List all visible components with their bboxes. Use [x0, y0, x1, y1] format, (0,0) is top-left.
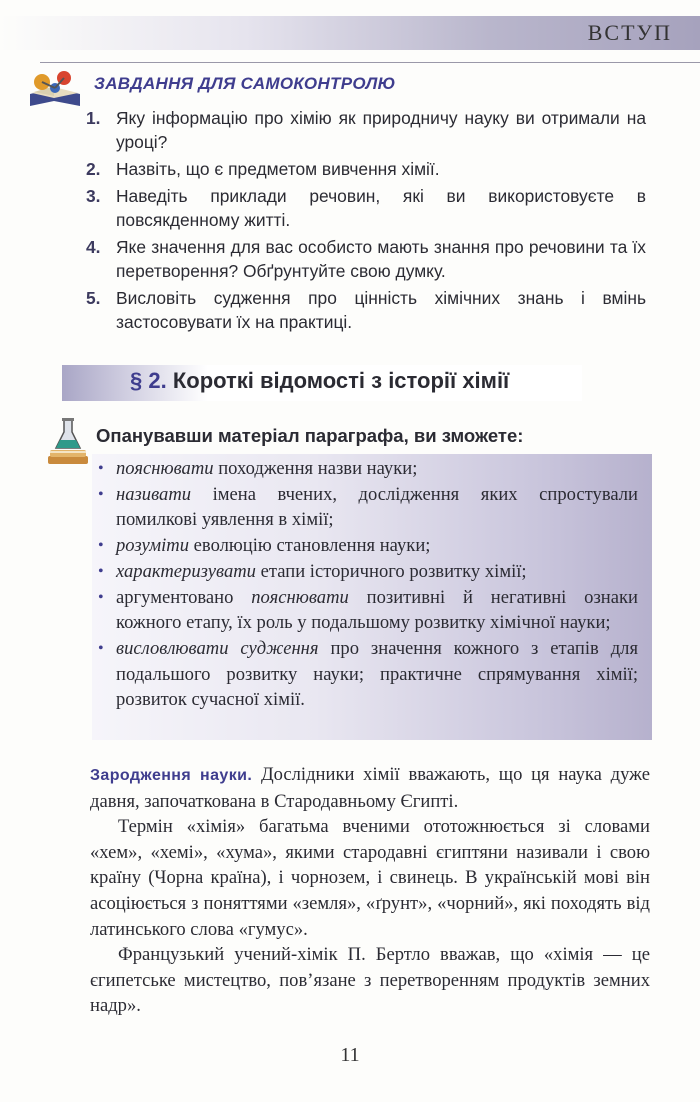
goal-item: • аргументовано пояснювати позитивні й негативні ознаки кожного етапу, їх роль у подальшому розвитку хімічної науки; — [96, 585, 638, 636]
task-item — [86, 286, 646, 334]
task-number: 5. — [86, 288, 101, 308]
task-text: Яку інформацію про хімію як природничу науку ви отримали на уроці? — [116, 108, 646, 152]
task-item — [86, 235, 646, 283]
self-check-task-list — [86, 106, 646, 337]
goal-item: • пояснювати походження назви науки; — [96, 456, 638, 482]
task-item — [86, 106, 646, 154]
goal-verb: пояснювати — [251, 586, 349, 608]
paragraph-lead: Зародження науки. — [90, 767, 253, 784]
goal-verb: характеризувати — [116, 560, 256, 582]
header-divider — [40, 62, 700, 63]
page-number: 11 — [340, 1044, 360, 1066]
task-text: Наведіть приклади речовин, які ви використовуєте в повсякденному житті. — [116, 186, 646, 230]
task-text: Висловіть судження про цінність хімічних знань і вмінь застосовувати їх на практиці. — [116, 288, 646, 332]
task-number: 4. — [86, 237, 101, 257]
goal-verb: пояснювати — [116, 458, 214, 479]
paragraph: Термін «хімія» багатьма вченими ототожнюється зі словами «хем», «хемі», «хума», якими стародавні єгиптяни називали і свою країну (Чорна країна), і чорнозем, і свинець. В українській мові він асоціюється з поняттями «земля», «ґрунт», «чорний», які походять від латинського слова «гумус». — [90, 816, 650, 940]
goal-item: • характеризувати етапи історичного розвитку хімії; — [96, 559, 638, 585]
paragraph: Французький учений-хімік П. Бертло вважав, що «хімія — це єгипетське мистецтво, пов’язане з перетворенням продуктів земних надр». — [90, 944, 650, 1017]
section-title: Короткі відомості з історії хімії — [172, 368, 510, 393]
self-check-title: ЗАВДАННЯ ДЛЯ САМОКОНТРОЛЮ — [94, 74, 396, 93]
goal-verb: висловлювати судження — [116, 637, 319, 659]
goal-item: • називати імена вчених, дослідження яких спростували помилкові уявлення в хімії; — [96, 482, 638, 533]
task-number: 1. — [86, 108, 101, 128]
task-item — [86, 157, 646, 181]
flask-on-books-icon — [44, 416, 92, 468]
section-heading — [130, 368, 509, 394]
task-text: Назвіть, що є предметом вивчення хімії. — [116, 159, 440, 179]
task-number: 2. — [86, 159, 101, 179]
books-molecule-icon — [26, 68, 84, 110]
task-item — [86, 184, 646, 232]
running-header: ВСТУП — [587, 20, 672, 45]
goals-list — [96, 456, 638, 713]
task-text: Яке значення для вас особисто мають знання про речовини та їх перетворення? Обґрунтуйте свою думку. — [116, 237, 646, 281]
section-number: § 2. — [130, 368, 167, 393]
goal-item: • висловлювати судження про значення кожного з етапів для подальшого розвитку науки; практичне спрямування хімії; розвиток сучасної хімії. — [96, 636, 638, 713]
goal-verb: називати — [116, 483, 192, 505]
goal-item: • розуміти еволюцію становлення науки; — [96, 533, 638, 559]
goals-intro: Опанувавши матеріал параграфа, ви зможете: — [96, 425, 524, 446]
body-text — [90, 762, 650, 1019]
task-number: 3. — [86, 186, 101, 206]
paragraph: Зародження науки. Дослідники хімії вважають, що ця наука дуже давня, започаткована в Стародавньому Єгипті. — [90, 764, 651, 812]
goal-verb: розуміти — [116, 535, 190, 557]
